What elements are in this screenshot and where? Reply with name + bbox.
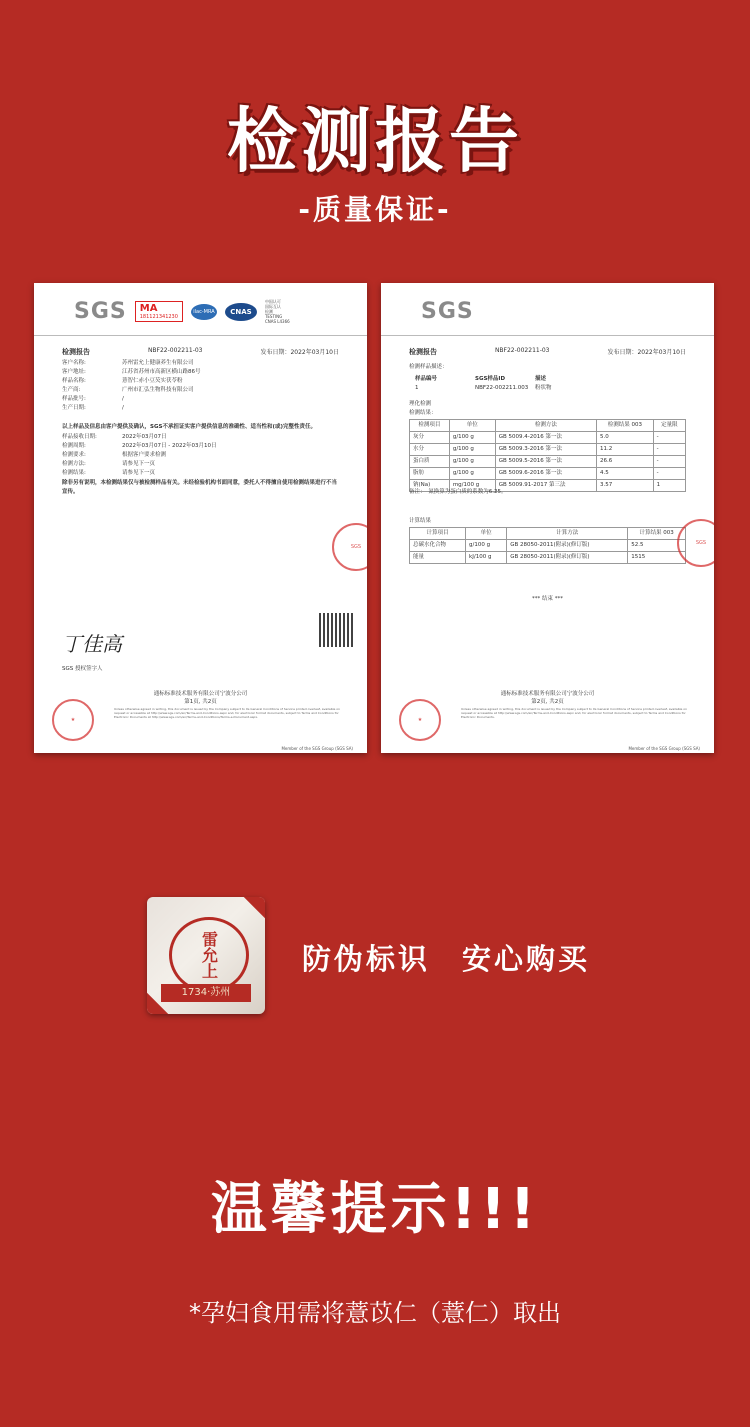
table-header-row: 检测项目 单位 检测方法 检测结果 003 定量限 bbox=[410, 420, 686, 432]
report-logos bbox=[74, 299, 290, 324]
result-label: 检测结果： bbox=[409, 410, 437, 416]
page-title: 检测报告 bbox=[227, 100, 523, 182]
sample-table: 样品编号 SGS样品ID 描述 1 NBF22-002211.003 粉状物 bbox=[415, 376, 552, 391]
info-disclaimer: 以上样品及信息由客户提供及确认，SGS不承担证实客户提供信息的准确性、适当性和(或)完整性责任。 bbox=[62, 424, 316, 430]
table-header-row: 计算项目 单位 计算方法 计算结果 003 bbox=[410, 528, 686, 540]
table-row: 脂肪 g/100 g GB 5009.6-2016 第一法 4.5 - bbox=[410, 468, 686, 480]
remark: 备注： 氮换算为蛋白质的系数为6.25。 bbox=[409, 489, 507, 495]
footer-stamp: ★ bbox=[52, 699, 94, 741]
anti-counterfeit-seal bbox=[147, 897, 265, 1014]
report-header: 检测报告 NBF22-002211-03 发布日期：2022年03月10日 bbox=[409, 347, 686, 356]
report-footer: 通标标准技术服务有限公司宁波分公司 第1页, 共2页 bbox=[153, 691, 248, 705]
test-label: 理化检测 bbox=[409, 401, 432, 407]
ilac-logo: ilac-MRA bbox=[191, 304, 217, 320]
table-row: 能量 kJ/100 g GB 28050-2011(附录)(修订版) 1515 bbox=[410, 552, 686, 564]
ma-logo: MA 181121341230 bbox=[135, 301, 183, 322]
sgs-logo: SGS bbox=[74, 299, 127, 324]
table-row: 水分 g/100 g GB 5009.3-2016 第一法 11.2 - bbox=[410, 444, 686, 456]
red-stamp: SGS bbox=[332, 523, 367, 571]
sgs-logo: SGS bbox=[421, 299, 474, 324]
table-row: 蛋白质 g/100 g GB 5009.5-2016 第一法 26.6 - bbox=[410, 456, 686, 468]
seal-band: 1734·苏州 bbox=[161, 984, 251, 1002]
end-marker: *** 结束 *** bbox=[532, 596, 563, 602]
pregnancy-notice: *孕妇食用需将薏苡仁（薏仁）取出 bbox=[189, 1299, 561, 1327]
warm-tip-title: 温馨提示!!! bbox=[210, 1177, 540, 1242]
signature: 丁佳高 bbox=[62, 632, 122, 656]
report-page-2 bbox=[381, 283, 714, 753]
fine-print: Unless otherwise agreed in writing, this document is issued by the Company subject to its General Conditions of Service printed overleaf, available on request or accessible at http://www.sgs.com/en/Terms-and-Conditions.aspx and, for electronic format documents, subject to Terms and Conditions for Electronic Documents. bbox=[461, 707, 688, 719]
seal-corner bbox=[244, 897, 265, 918]
sample-info: 客户名称: 苏州雷允上健康养生有限公司 客户地址: 江苏省苏州市高新区横山路86号 样品名称: 薏智仁赤小豆芡实茯苓粉 生产商: 广州市汇弘生物科技有限公司 样品批号: / 生产日期: / bbox=[62, 360, 201, 411]
footer-stamp: ★ bbox=[399, 699, 441, 741]
calc-label: 计算结果 bbox=[409, 518, 432, 524]
sample-desc-label: 检测样品描述： bbox=[409, 364, 448, 370]
report-footer: 通标标准技术服务有限公司宁波分公司 第2页, 共2页 bbox=[500, 691, 595, 705]
signer-title: SGS 授权签字人 bbox=[62, 666, 103, 672]
security-text: 防伪标识 安心购买 bbox=[302, 942, 591, 976]
member-text: Member of the SGS Group (SGS SA) bbox=[628, 746, 700, 751]
result-table bbox=[409, 419, 686, 492]
table-row: 灰分 g/100 g GB 5009.4-2016 第一法 5.0 - bbox=[410, 432, 686, 444]
table-row: 钠(Na) mg/100 g GB 5009.91-2017 第三法 3.57 1 bbox=[410, 480, 686, 492]
cnas-text: 中国认可 国际互认 检测 TESTING CNAS L4366 bbox=[264, 299, 290, 324]
fine-print: Unless otherwise agreed in writing, this document is issued by the Company subject to its General Conditions of Service printed overleaf, available on request or accessible at http://www.sgs.com/en/Terms-and-Conditions.aspx and, for electronic format documents, subject to Terms and Conditions for Electronic Documents at http://www.sgs.com/en/Terms-and-Conditions/Terms-e-Document.aspx. bbox=[114, 707, 341, 719]
page-subtitle: -质量保证- bbox=[298, 193, 452, 226]
table-row: 总碳水化合物 g/100 g GB 28050-2011(附录)(修订版) 52.5 bbox=[410, 540, 686, 552]
calc-table bbox=[409, 527, 686, 564]
cnas-logo: CNAS bbox=[225, 303, 257, 321]
member-text: Member of the SGS Group (SGS SA) bbox=[281, 746, 353, 751]
red-stamp: SGS bbox=[677, 519, 714, 567]
seal-emblem bbox=[169, 917, 249, 993]
test-info: 样品接收日期: 2022年03月07日 检测周期: 2022年03月07日 - 2022年03月10日 检测要求: 根据客户要求检测 检测方法: 请参见下一页 检测结果: 请参见下一页 bbox=[62, 434, 217, 476]
report-header: 检测报告 NBF22-002211-03 发布日期：2022年03月10日 bbox=[62, 347, 339, 356]
qr-code-icon bbox=[319, 613, 353, 647]
report-logos bbox=[421, 299, 474, 324]
result-disclaimer: 除非另有说明，本检测结果仅与被检测样品有关。未经检验机构书面同意，委托人不得擅自使用检测结果进行不当宣传。 bbox=[62, 480, 338, 495]
report-page-1 bbox=[34, 283, 367, 753]
divider bbox=[381, 335, 714, 336]
divider bbox=[34, 335, 367, 336]
seal-brand: 雷允上 bbox=[199, 931, 219, 979]
